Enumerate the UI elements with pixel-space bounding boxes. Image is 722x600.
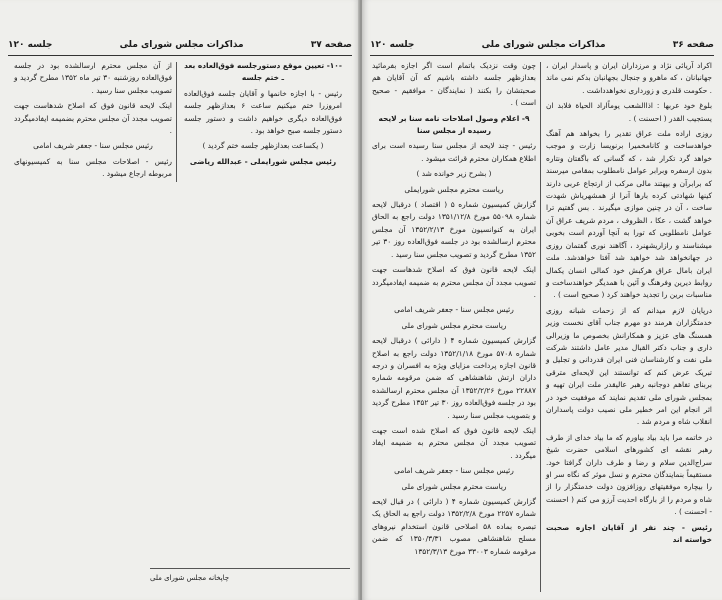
paragraph: اینک لایحه قانون فوق که اصلاح شدهاست جهت تصویب مجدد آن مجلس محترم بضمیمه ایفادمیگردد . — [14, 101, 172, 136]
paragraph: در خاتمه مرا باید بیاد بیاورم که ما بیاد خدای از طرف رهبر نقشه ای کشورهای اسلامی حضرت شیخ سراج‌الدین سلام و رضا و طرف داران گرافتا خود. مستقیماً بنمایندگان محترم و نسل موثر که نگاه سر او را بیچاره موفقیتهای روزافزون دولت خدمتگزار را از شاه و مردم را از بارگاه احدیت آرزو می کنم ( احسنت - احسنت ) . — [546, 432, 712, 517]
left-page-number: صفحه ۳۷ — [310, 40, 352, 50]
right-session-number: جلسه ۱۲۰ — [370, 40, 415, 50]
paragraph: اینک لایحه قانون فوق که اصلاح شدهاست جهت تصویب مجدد آن مجلس محترم به ضمیمه ایفادمیگردد . — [372, 265, 536, 299]
paragraph: اینک لایحه قانون فوق که اصلاح شده است جهت تصویب مجدد آن مجلس محترم به ضمیمه ایفاد میگردد . — [372, 425, 536, 460]
right-page — [362, 0, 722, 600]
section-heading: -۱۰- تعیین موقع دستورجلسه فوق‌العاده بعد ـ ختم جلسه — [184, 61, 342, 83]
right-page-header — [370, 38, 714, 52]
paragraph: ریاست محترم مجلس شورای ملی — [401, 320, 507, 330]
paragraph: گزارش کمیسیون شماره ۴ ( دارائی ) در قبال لایحه شماره ۲۲۵۷ مورخ ۱۳۵۲/۲/۸ دولت راجع به الحاق یک تبصره بماده ۵۸ اصلاحی قانون استخدام نیروهای مسلح شاهنشاهی مصوب ۱۳۵۰/۳/۳۱ که ضمن مرقومه شماره ۳۳۰۰۳ مورخ ۱۳۵۲/۳/۱۳ — [372, 497, 537, 556]
left-page-right-column — [184, 60, 342, 171]
paragraph: ریاست محترم مجلس شورای ملی — [401, 481, 507, 491]
section-heading: ۹- اعلام وصول اصلاحات نامه سنا بر لایحه رسیده از مجلس سنا — [378, 113, 530, 136]
printer-footnote: چاپخانه مجلس شورای ملی — [150, 574, 230, 582]
paragraph: گزارش کمیسیون شماره ۵ ( اقتصاد ) درقبال لایحه شماره ۵۵۰۹۸ مورخ ۱۳۵۱/۱۲/۸ دولت راجع به الحاق ایران به کنوانسیون مورخ ۱۳۵۲/۲/۱۳ آن مجلس محترم ارسالشده بود در جلسه فوق‌العاده روز ۳۰ تیر ۱۳۵۲ مطرح گردید و تصویب مجلس سنا رسید . — [372, 200, 536, 259]
paragraph: ( یکساعت بعدازظهر جلسه ختم گردید ) — [202, 141, 324, 151]
right-page-right-column — [546, 60, 712, 549]
left-page — [0, 0, 360, 600]
paragraph: رئیس مجلس سنا - جعفر شریف امامی — [394, 305, 514, 315]
section-heading: رئیس - چند نفر از آقایان اجازه صحبت خواسته اند — [546, 522, 712, 545]
paragraph: چون وقت نزدیک باتمام است اگر اجازه بفرمائید بعدازظهر جلسه داشته باشیم که آن آقایان هم صحبتشان را بکنند ( نمایندگان - موافقیم - صحیح است ) . — [372, 61, 536, 108]
paragraph: گزارش کمیسیون شماره ۴ ( دارائی ) درقبال لایحه شماره ۵۷۰۸ مورخ ۱۳۵۲/۱/۱۸ دولت راجع به اصلاح قانون اجازه پرداخت مزایای ویژه به افسران و درجه داران ارتش شاهنشاهی که ضمن مرقومه شماره ۲۲۸۸۷ مورخ ۱۳۵۲/۲/۲۶ آن مجلس محترم ارسالشده بود در جلسه فوق‌العاده روز ۳۰ تیر ۱۳۵۲ مطرح گردید و بتصویب مجلس سنا رسید . — [372, 336, 536, 420]
paragraph: رئیس مجلس سنا - جعفر شریف امامی — [394, 466, 514, 476]
paragraph: ( بشرح زیر خوانده شد ) — [416, 169, 492, 179]
paragraph: روزی اراده ملت عراق تقدیر را بخواهد هم آهنگ خواهدساخت و کانامخمیرا برنویسا زارت و موجب خواهد گرد تکرار شد ، که گسانی که باگفتان ونتاره بدون ارسفره وبرابر عوامل نامطلوب بمقامی میرسند که برابرآن و بپهتند مالی مرکب از ارتجاع عربی دارند کینها شهادتی کرده بارها آنرا از همشهریاش شهدت ساخت ، آن در چنین موازی میگیرند . بس گفتیم ترا خواهد گشت ، عکا ، الظروف ، مردم شریف عراق آن عوامل نامطلوبی که تورا به آنچا آوردم است بخوبی میشناسند و رازاریشهنرد ، آگاهند نوری گفتمان روزی در جهانخواهد شد خواهید شد آفتا خواهدشد. ملت ایران بامال عراق هرکبش خود کمالی انسان یکمال روابط دیرین وفرهنگ و آئین با همدیگر خواهندساخت و مناسبات برین را تجدید خواهند کرد ( صحیح است ) . — [546, 129, 712, 300]
paragraph: رئیس - اصلاحات مجلس سنا به کمیسیونهای مربوطه ارجاع میشود . — [14, 156, 172, 179]
paragraph: رئیس - با اجازه خانمها و آقایان جلسه فوق‌العاده امروزرا ختم میکنیم ساعت ۶ بعدازظهر جلسه فوق‌العاده دیگری خواهیم داشت و دستور جلسه دستور جلسه صبح خواهد بود . — [184, 88, 342, 136]
right-page-left-column — [372, 60, 536, 561]
paragraph: درپایان لازم میدانم که از زحمات شبانه روزی خدمتگزاران هرمند دو مهرم جناب آقای نخست وزیر همسنگ های عزیز و همکارانش بخصوص ما وزیرالی داری و جناب دکتر القبال مدیر عامل داشتند شرکت ملی نفت و کارشناسان فنی ایران قدردانی و تجلیل و تبریک عرض کنم که توانستند این لایحه‌ای مترقی بربنای تفاهم دوجانبه رهبر عالیقدر ملت ایران تهیه و بمجلس شورای ملی تقدیم نمایند که موفقیت خود در اثر انجام این امر خطیر ملی نصیب دولت پاسداران انقلاب شاه و مردم شد . — [546, 305, 712, 427]
right-page-title: مذاکرات مجلس شورای ملی — [481, 40, 606, 50]
left-session-number: جلسه ۱۲۰ — [8, 40, 53, 50]
paragraph: از آن مجلس محترم ارسالشده بود در جلسه فوق‌العاده روزشنبه ۳۰ تیر ماه ۱۳۵۲ مطرح گردید و تصویب مجلس سنا رسید . — [14, 61, 173, 95]
right-header-rule — [370, 55, 714, 56]
paragraph: ریاست محترم مجلس شورایملی — [404, 184, 504, 194]
left-page-left-column — [14, 60, 172, 184]
left-page-header — [8, 38, 352, 52]
right-column-divider — [540, 62, 541, 592]
left-header-rule — [8, 55, 352, 56]
section-heading: رئیس مجلس شورایملی - عبدالله ریاضی — [189, 156, 337, 166]
paragraph: بلوغ خود عربها : اذاالشعب یوماًاراد الحیاة فلابد ان یستجیب القدر ( احسنت ) . — [546, 101, 712, 123]
right-page-number: صفحه ۳۶ — [672, 40, 714, 50]
left-page-title: مذاکرات مجلس شورای ملی — [119, 40, 244, 50]
paragraph: رئیس - چند لایحه از مجلس سنا رسیده است برای اطلاع همکاران محترم قرائت میشود . — [372, 141, 536, 163]
paragraph: اکراد آریائی نژاد و مرزداران ایران و پاسدار ایران ، جهانبانان ، که ماهرو و جنجال بجهانبان بدکم نمی ماند . حکومت قلدری و زورداری نخواهدداشت . — [546, 61, 712, 95]
left-column-divider — [176, 62, 177, 182]
left-footnote-rule — [150, 568, 350, 569]
paragraph: رئیس مجلس سنا - جعفر شریف امامی — [33, 141, 153, 151]
